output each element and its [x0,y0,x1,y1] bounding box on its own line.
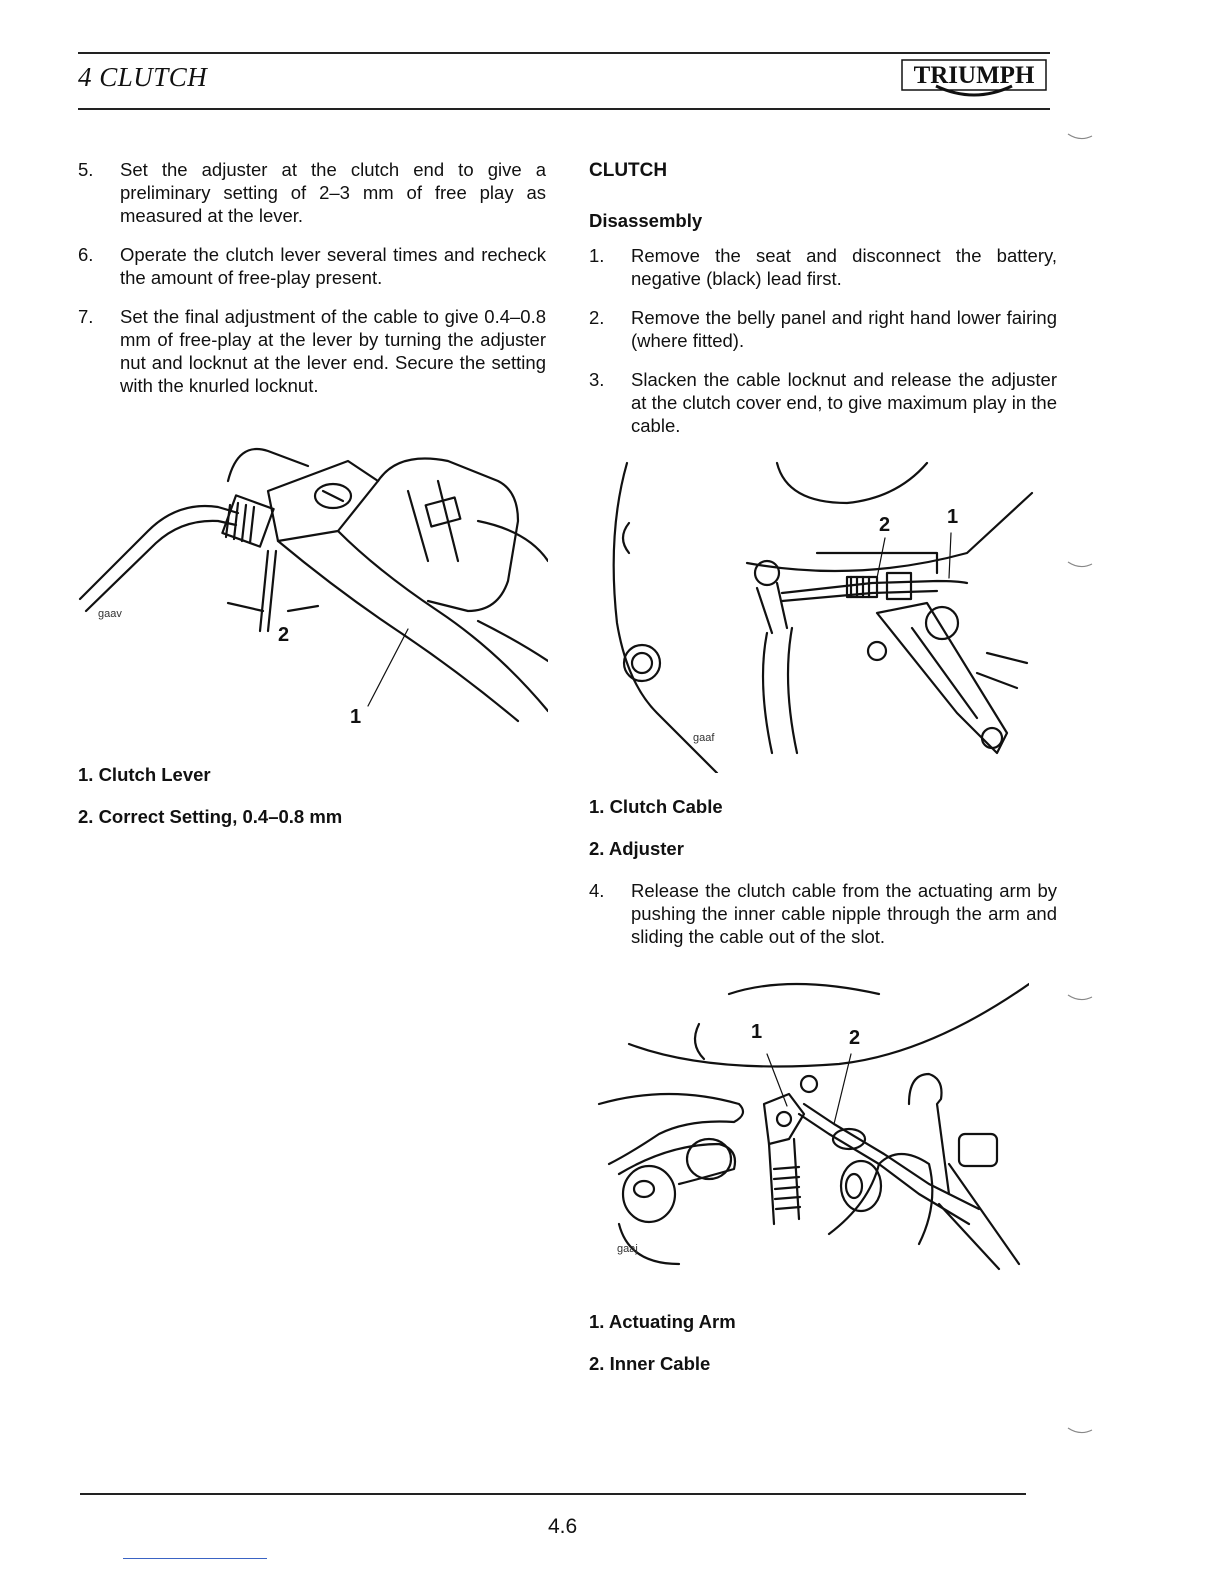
step-1: 1. Remove the seat and disconnect the battery, negative (black) lead first. [589,245,1057,289]
step-7: 7. Set the final adjustment of the cable to give 0.4–0.8 mm of free-play at the lever by turning the adjuster nut and locknut at the lever end. Secure the setting with the knurled locknut. [78,306,546,396]
fig1-code-gaaf: gaaf [693,732,715,744]
left-column [78,158,546,847]
fig1-label-2: 2 [879,514,891,536]
fig-label-2: 2 [278,624,290,646]
step-2: 2. Remove the belly panel and right hand lower fairing (where fitted). [589,307,1057,351]
fig1-label-1: 1 [947,506,959,528]
triumph-logo [900,56,1048,100]
binder-marks [1060,100,1100,1500]
right-step-4-list [589,879,1057,948]
step-5: 5. Set the adjuster at the clutch end to give a preliminary setting of 2–3 mm of free play as measured at the lever. [78,159,546,226]
footer-link-line [123,1558,267,1559]
step-3: 3. Slacken the cable locknut and release the adjuster at the clutch cover end, to give maximum play in the cable. [589,369,1057,436]
caption-correct-setting: 2. Correct Setting, 0.4–0.8 mm [78,806,343,827]
header-rule-bottom [78,108,1050,110]
fig2-label-2: 2 [849,1027,861,1049]
step-6: 6. Operate the clutch lever several times and recheck the amount of free-play present. [78,244,546,288]
footer-rule [80,1493,1026,1495]
fig-label-1: 1 [350,706,362,728]
section-title: CLUTCH [589,160,668,181]
page-title: 4 CLUTCH [78,62,208,92]
caption-clutch-lever: 1. Clutch Lever [78,764,211,785]
fig2-label-1: 1 [751,1021,763,1043]
caption-clutch-cable: 1. Clutch Cable [589,796,723,817]
caption-inner-cable: 2. Inner Cable [589,1353,711,1374]
clutch-lever-figure [78,421,548,751]
actuating-arm-figure [589,964,1029,1284]
right-steps [589,244,1057,437]
caption-adjuster: 2. Adjuster [589,838,684,859]
caption-actuating-arm: 1. Actuating Arm [589,1311,736,1332]
step-4: 4. Release the clutch cable from the actuating arm by pushing the inner cable nipple through the arm and sliding the cable out of the slot. [589,880,1057,947]
right-column [589,160,1057,1394]
page-number: 4.6 [548,1515,578,1538]
sub-title: Disassembly [589,210,703,231]
clutch-cable-figure [607,453,1037,773]
fig-code-gaav: gaav [98,608,122,620]
left-steps [78,158,546,397]
fig2-code-gaaj: gaaj [617,1243,638,1255]
logo-text: TRIUMPH [913,62,1035,89]
header-rule-top [78,52,1050,54]
